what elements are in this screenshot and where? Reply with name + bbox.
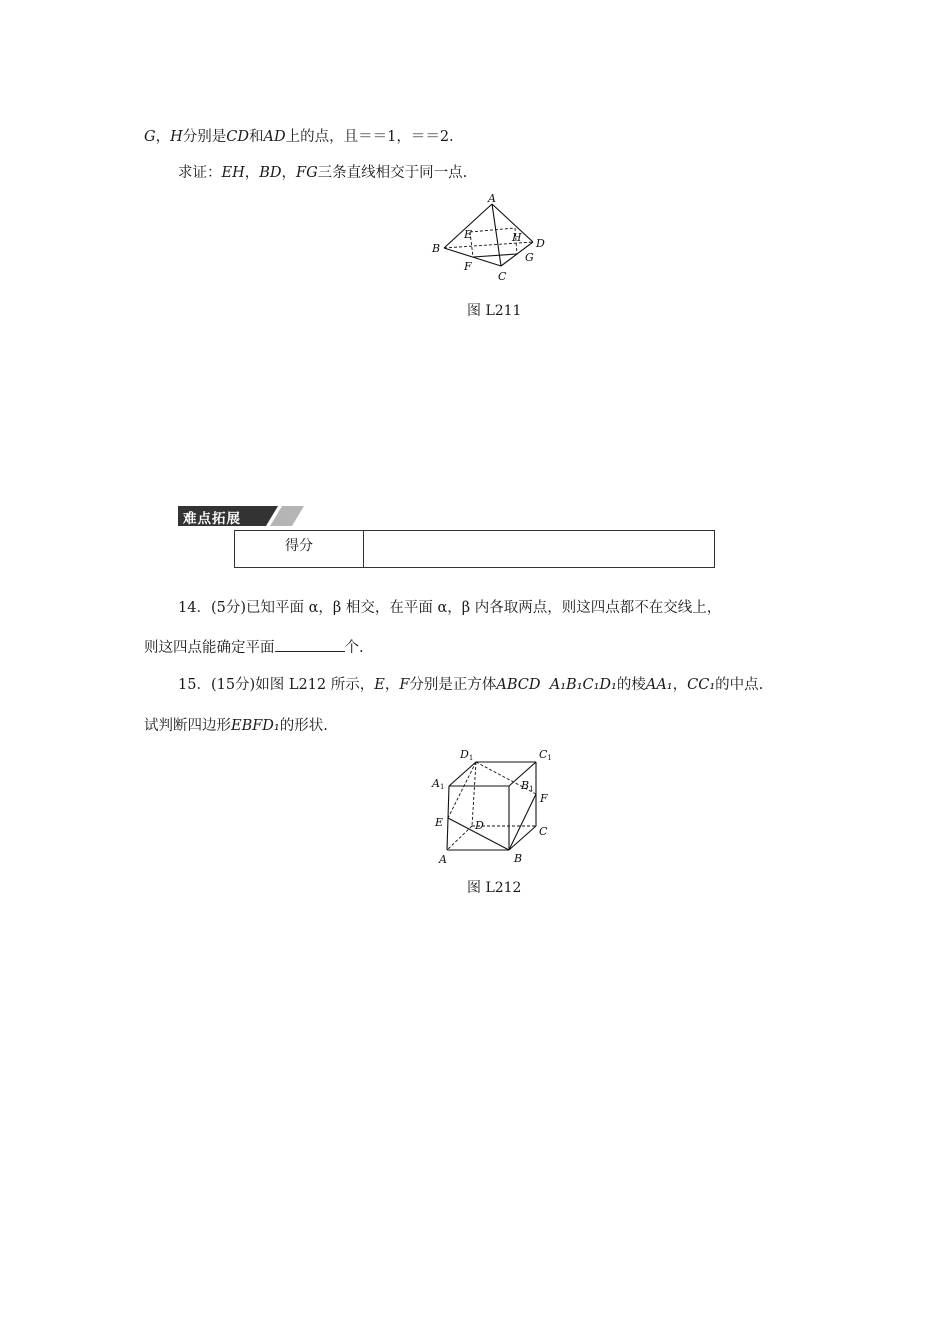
answer-blank[interactable] [275, 638, 345, 652]
edge-ab [444, 204, 492, 248]
edge-d1a1 [449, 762, 476, 786]
text: 的棱 [616, 677, 646, 693]
label-h: H [512, 231, 522, 244]
score-value-cell[interactable] [364, 531, 715, 568]
segment-fg [473, 254, 517, 257]
problem15-line1 [178, 675, 763, 695]
label-b: B [432, 242, 441, 255]
label-g: G [525, 251, 534, 264]
label-d1: D1 [460, 748, 474, 762]
text: 分别是 [182, 129, 227, 145]
label-a: A [488, 192, 496, 205]
problem14-line1: 14．(5分)已知平面 α，β 相交，在平面 α，β 内各取两点，则这四点都不在交线上， [178, 600, 722, 616]
text: 求证： [178, 165, 222, 181]
text: 的形状. [279, 718, 328, 734]
section-title: 难点拓展 [183, 511, 241, 527]
label-a: A [439, 853, 447, 866]
figure-caption-l212: 图 L212 [467, 880, 522, 896]
separator: ， [155, 129, 171, 145]
point-g: G [144, 129, 156, 145]
label-d: D [536, 237, 545, 250]
text: 则这四点能确定平面 [144, 640, 275, 656]
figure-l212 [425, 742, 565, 870]
problem14-line2 [144, 638, 364, 658]
edge-da-dashed [447, 826, 472, 850]
problem15-line2 [144, 716, 328, 736]
point-h: H [170, 129, 183, 145]
separator: ， [672, 677, 688, 693]
segment-d1e-dashed [448, 762, 476, 818]
segment-eh-dashed [470, 228, 515, 232]
text: 试判断四边形 [144, 718, 231, 734]
label-b: B [514, 852, 523, 865]
text: 个. [344, 640, 364, 656]
score-label: 得分 [235, 531, 364, 568]
figure-l211 [428, 192, 558, 287]
solid-a1b1c1d1: A₁B₁C₁D₁ [549, 677, 617, 693]
edge-d1d-dashed [472, 762, 476, 826]
text: 15．(15分)如图 L212 所示， [178, 677, 375, 693]
line-fg: FG [296, 165, 318, 181]
quad-ebfd1: EBFD₁ [231, 718, 280, 734]
label-c1: C1 [539, 748, 552, 762]
problem13-line1 [144, 127, 454, 147]
label-c: C [498, 270, 507, 283]
text: 上的点，且＝＝1，＝＝2. [285, 129, 454, 145]
figure-caption-l211: 图 L211 [467, 303, 522, 319]
separator: ， [384, 677, 400, 693]
label-b1: B1 [521, 779, 534, 793]
point-f: F [399, 677, 410, 693]
edge-bc [509, 826, 536, 850]
edge-aa1: AA₁ [645, 677, 673, 693]
separator: ， [244, 165, 260, 181]
label-e: E [435, 816, 444, 829]
score-table [234, 530, 715, 568]
segment-ad: AD [263, 129, 286, 145]
separator: ， [281, 165, 297, 181]
segment-cd: CD [226, 129, 249, 145]
section-banner [178, 506, 304, 526]
edge-cc1: CC₁ [687, 677, 716, 693]
edge-bc [444, 248, 501, 266]
label-d: D [475, 819, 484, 832]
label-c: C [539, 825, 548, 838]
text: 三条直线相交于同一点. [317, 165, 468, 181]
label-f: F [464, 260, 472, 273]
edge-ac [492, 204, 501, 266]
text: 分别是正方体 [409, 677, 497, 693]
label-f: F [540, 792, 548, 805]
text: 和 [248, 129, 264, 145]
line-bd: BD [259, 165, 282, 181]
label-a1: A1 [432, 777, 445, 791]
line-eh: EH [221, 165, 245, 181]
point-e: E [374, 677, 385, 693]
solid-abcd: ABCD [496, 677, 541, 693]
segment-bf [509, 794, 536, 850]
problem13-prove [178, 163, 467, 183]
label-e: E [464, 228, 473, 241]
text: 的中点. [715, 677, 764, 693]
